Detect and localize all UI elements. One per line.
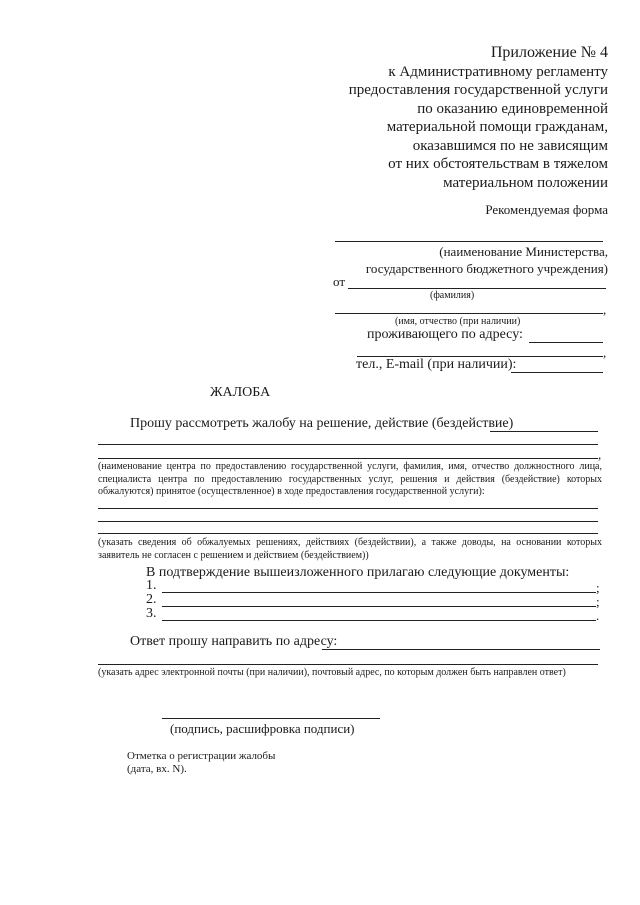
address-line-1[interactable] [529,342,603,343]
attachment-line-3[interactable] [162,620,596,621]
attachment-line-2[interactable] [162,606,596,607]
reply-label: Ответ прошу направить по адресу: [130,634,338,649]
grounds-line-1[interactable] [98,508,598,509]
request-line-2[interactable] [98,444,598,445]
complaint-title: ЖАЛОБА [210,385,271,400]
attachment-number: 3. [146,606,157,621]
appendix-header [349,44,608,192]
appendix-line: материальной помощи гражданам, [386,119,608,135]
attachments-intro: В подтверждение вышеизложенного прилагаю следующие документы: [146,565,570,580]
address-line-comma: , [603,345,607,360]
attachment-number: 1. [146,578,157,593]
attachment-end: ; [596,580,600,595]
attachment-line-1[interactable] [162,592,596,593]
reply-line-1[interactable] [322,649,600,650]
ministry-name-line[interactable] [335,241,603,242]
appendix-line: материальном положении [443,174,608,191]
signature-caption: (подпись, расшифровка подписи) [170,721,355,736]
name-line[interactable] [335,313,603,314]
appendix-line: от них обстоятельствам в тяжелом [388,156,608,172]
grounds-line-2[interactable] [98,521,598,522]
registration-date: (дата, вх. N). [127,763,187,775]
name-line-comma: , [603,302,607,317]
appendix-line: предоставления государственной услуги [348,82,608,98]
grounds-line-3[interactable] [98,533,598,534]
request-text: Прошу рассмотреть жалобу на решение, действие (бездействие) [130,416,514,431]
reply-line-2[interactable] [98,664,598,665]
phone-line[interactable] [511,372,603,373]
surname-caption: (фамилия) [430,290,475,301]
attachment-end: . [596,608,600,623]
registration-mark: Отметка о регистрации жалобы [127,750,276,762]
appendix-line: оказавшимся по не зависящим [412,137,608,154]
ministry-caption-2: государственного бюджетного учреждения) [365,261,608,276]
appendix-line: по оказанию единовременной [417,100,608,117]
attachment-end: ; [596,594,600,609]
phone-label: тел., E-mail (при наличии): [356,357,517,372]
request-line-1[interactable] [490,431,598,432]
recommended-form-label: Рекомендуемая форма [485,202,608,217]
surname-line[interactable] [348,288,606,289]
center-caption: (наименование центра по предоставлению государственной услуги, фамилия, имя, отчество должностного лица, специалиста центра по предоставлению государственных услуг, решения и действия (бездействие) которых обжалуются) принятое (осуществленное) в ходе предоставления государственной услуги): [98,461,602,497]
appendix-number: Приложение № 4 [490,44,608,61]
signature-line[interactable] [162,718,380,719]
grounds-caption: (указать сведения об обжалуемых решениях, действиях (бездействии), а также доводы, на основании которых заявитель не согласен с решением и действием (бездействием)) [98,537,602,561]
from-label: от [333,274,346,289]
address-label: проживающего по адресу: [367,327,523,342]
request-line-comma: , [598,447,602,462]
attachment-number: 2. [146,592,157,607]
ministry-caption: (наименование Министерства, [439,244,608,259]
request-line-3[interactable] [98,458,598,459]
name-caption: (имя, отчество (при наличии) [395,316,521,327]
appendix-line: к Административному регламенту [388,63,608,80]
reply-caption: (указать адрес электронной почты (при наличии), почтовый адрес, по которым должен быть направлен ответ) [98,667,566,678]
